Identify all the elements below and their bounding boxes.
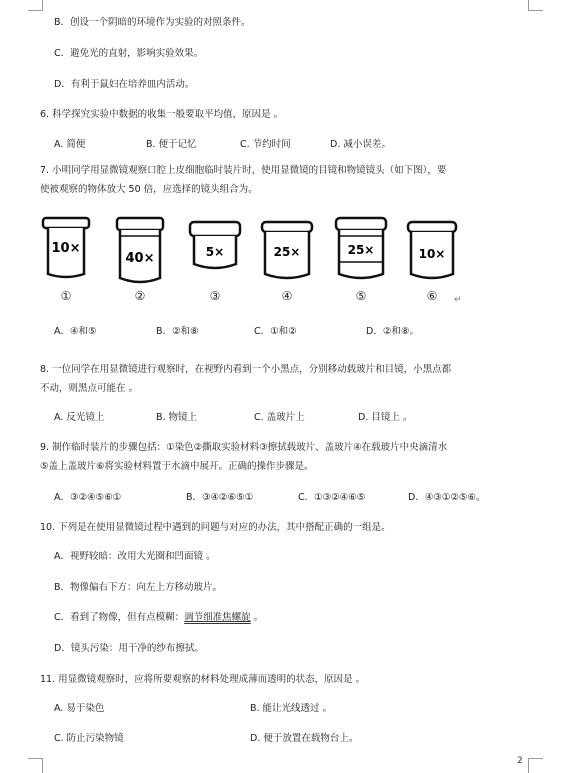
q8-option-c: C. 盖玻片上 xyxy=(254,412,305,423)
page-number: 2 xyxy=(517,756,523,766)
crop-mark-top-right xyxy=(528,0,543,11)
q8-stem-line1: 8. 一位同学在用显微镜进行观察时，在视野内看到一个小黑点，分别移动载玻片和目镜，小黑点都 xyxy=(40,364,452,375)
q8-option-b: B. 物镜上 xyxy=(156,412,198,423)
lens-4 xyxy=(260,220,314,282)
q8-option-d: D. 目镜上 。 xyxy=(358,412,413,423)
q7-stem-line2: 使被观察的物体放大 50 倍，应选择的镜头组合为。 xyxy=(40,184,258,195)
q7-option-a: A．④和⑤ xyxy=(54,326,97,337)
lens-6-number: ⑥ xyxy=(426,289,438,303)
q10-option-c xyxy=(54,613,263,623)
q6-stem: 6. 科学探究实验中数据的收集一般要取平均值，原因是 。 xyxy=(40,109,284,120)
q6-option-d: D. 减小误差。 xyxy=(330,139,391,150)
lens-1-magnification: 10× xyxy=(51,241,81,256)
q9-option-a: A．③②④⑤⑥① xyxy=(54,492,122,503)
q6-option-c: C. 节约时间 xyxy=(240,139,291,150)
q11-option-c: C. 防止污染物镜 xyxy=(54,733,124,744)
lens-1-number: ① xyxy=(60,289,72,303)
lens-6-magnification: 10× xyxy=(418,247,446,261)
q10-option-a: A．视野较暗：改用大光圈和凹面镜 。 xyxy=(54,551,216,562)
q9-stem-line2: ⑤盖上盖玻片⑥将实验材料置于水滴中展开。正确的操作步骤是。 xyxy=(40,461,314,472)
q10-option-b: B．物像偏右下方：向左上方移动玻片。 xyxy=(54,582,223,593)
lens-3-number: ③ xyxy=(209,289,221,303)
q11-option-b: B. 能让光线透过 。 xyxy=(250,703,333,714)
q8-stem-line2: 不动，则黑点可能在 。 xyxy=(40,383,139,394)
lens-5-magnification: 25× xyxy=(347,243,375,257)
q7-option-b: B．②和⑧ xyxy=(156,326,199,337)
lens-1 xyxy=(40,216,92,280)
lens-5-number: ⑤ xyxy=(355,289,367,303)
q7-option-c: C．①和② xyxy=(254,326,297,337)
q9-stem-line1: 9. 制作临时装片的步骤包括：①染色②撕取实验材料③擦拭载玻片、盖玻片④在载玻片中央滴清水 xyxy=(40,442,448,453)
lens-2-magnification: 40× xyxy=(125,251,155,266)
lens-6 xyxy=(406,220,458,282)
q9-option-b: B．③④②⑥⑤① xyxy=(186,492,254,503)
lens-5 xyxy=(334,216,388,282)
q9-option-c: C．①③②④⑥⑤ xyxy=(298,492,366,503)
q5-option-d: D．有利于鼠妇在培养皿内活动。 xyxy=(54,79,195,90)
q7-stem-line1: 7. 小明同学用显微镜观察口腔上皮细胞临时装片时，使用显微镜的目镜和物镜镜头（如下图），要 xyxy=(40,165,447,176)
q8-option-a: A. 反光镜上 xyxy=(54,412,105,423)
lens-4-number: ④ xyxy=(281,289,293,303)
lens-3-magnification: 5× xyxy=(205,245,225,259)
crop-mark-top-left xyxy=(28,0,43,11)
q10-option-c-marked-text: 调节细准焦螺旋 xyxy=(184,612,251,623)
q6-option-a: A. 简便 xyxy=(54,139,86,150)
crop-mark-bottom-right xyxy=(528,758,543,773)
lens-4-magnification: 25× xyxy=(273,245,301,259)
q5-option-c: C．避免光的直射，影响实验效果。 xyxy=(54,48,204,59)
lens-3 xyxy=(188,220,242,272)
paragraph-return-mark: ↵ xyxy=(454,295,462,305)
q11-option-d: D. 便于放置在载物台上。 xyxy=(250,733,359,744)
q11-option-a: A. 易于染色 xyxy=(54,703,105,714)
q11-stem: 11. 用显微镜观察时，应将所要观察的材料处理成薄而透明的状态，原因是 。 xyxy=(40,674,366,685)
q10-option-d: D．镜头污染：用干净的纱布擦拭。 xyxy=(54,643,204,654)
lens-2-number: ② xyxy=(134,289,146,303)
q9-option-d: D．④③①②⑤⑥。 xyxy=(408,492,486,503)
lens-2 xyxy=(114,216,166,288)
q5-option-b: B．创设一个阴暗的环境作为实验的对照条件。 xyxy=(54,17,251,28)
q10-option-c-suffix: 。 xyxy=(250,612,264,623)
q10-option-c-prefix: C．看到了物像，但有点模糊： xyxy=(54,612,185,623)
lens-figure xyxy=(36,212,466,312)
q10-stem: 10. 下列是在使用显微镜过程中遇到的问题与对应的办法，其中搭配正确的一组是。 xyxy=(40,522,391,533)
crop-mark-bottom-left xyxy=(28,758,43,773)
q6-option-b: B. 便于记忆 xyxy=(146,139,197,150)
q7-option-d: D．②和⑧。 xyxy=(366,326,419,337)
